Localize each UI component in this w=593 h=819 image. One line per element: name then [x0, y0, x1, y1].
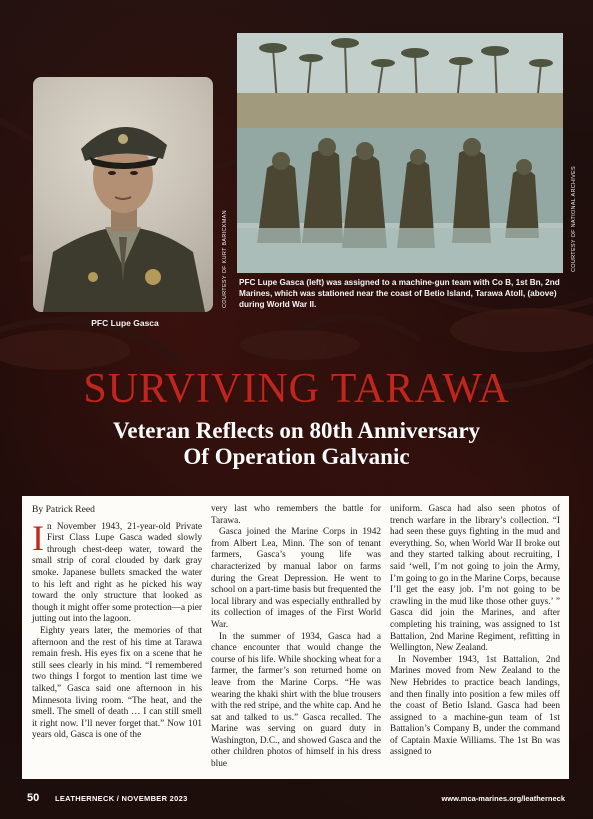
portrait-photo-credit: COURTESY OF KURT BARICKMAN: [222, 210, 228, 308]
paragraph-text: n November 1943, 21-year-old Private First Class Lupe Gasca waded slowly through chest-deep water, toward the small strip of coral clouded by dark gray smoke. Japanese bullets smacked the water to his left and right as he picked his way toward the only structure that looked as though it might offer some protection—a pier jutting out into the lagoon.: [32, 521, 202, 625]
article-column-1: [32, 504, 202, 742]
website-url[interactable]: www.mca-marines.org/leatherneck: [441, 794, 565, 803]
beach-photo-caption: PFC Lupe Gasca (left) was assigned to a machine-gun team with Co B, 1st Bn, 2nd Marines, which was stationed near the coast of Betio Island, Tarawa Atoll, (above) during World War II.: [239, 278, 560, 309]
paragraph: uniform. Gasca had also seen photos of trench warfare in the library’s collection. “I had seen these guys fighting in the mud and everything. So, when World War II broke out and they started talking about recruiting, I said ‘well, I’m not going to join the Army, I’m going to go in the Marine Corps, because I’ll get the easy job. I’m not going to be crawling in the mud like those other guys.’ ” Gasca did join the Marines, and after completing his training, was assigned to 1st Battalion, 2nd Marine Regiment, refitting in Wellington, New Zealand.: [390, 504, 560, 654]
paragraph: Eighty years later, the memories of that afternoon and the rest of his time at Tarawa remain fresh. His eyes fix on a scene that he still sees clearly in his mind. “I remembered two things I forgot to mention last time we talked,” Gasca said one afternoon in his Minnesota living room. “The heat, and the smell. The smell of death … I can still smell it right now. I’ll never forget that.” Now 101 years old, Gasca is one of the: [32, 625, 202, 741]
drop-cap: I: [32, 517, 44, 558]
portrait-caption: PFC Lupe Gasca: [91, 318, 159, 328]
paragraph: In the summer of 1934, Gasca had a chance encounter that would change the course of his life. While shocking wheat for a farmer, the farmer’s son returned home on leave from the Marine Corps. “He was wearing the khaki shirt with the blue trousers with the red stripe, and the white cap. And he sat and talked to us.” Gasca recalled. The Marine was serving on guard duty in Washington, D.C., and showed Gasca and the other children photos of himself in his dress blue: [211, 631, 381, 770]
portrait-photo: [33, 77, 213, 312]
article-headline: SURVIVING TARAWA: [83, 366, 510, 412]
beach-photo-credit: COURTESY OF NATIONAL ARCHIVES: [571, 166, 577, 272]
page-footer: [22, 790, 569, 810]
magazine-issue: LEATHERNECK / NOVEMBER 2023: [55, 794, 188, 803]
subhead-line-1: Veteran Reflects on 80th Anniversary: [112, 418, 481, 443]
article-subhead: [0, 418, 593, 470]
article-column-3: [390, 504, 560, 759]
page-number: 50: [27, 792, 40, 804]
article-body: [22, 496, 569, 779]
subhead-line-2: Of Operation Galvanic: [183, 444, 410, 469]
beach-landing-photo: [237, 33, 563, 273]
article-column-2: [211, 504, 381, 771]
paragraph: In November 1943, 1st Battalion, 2nd Marines moved from New Zealand to the New Hebrides to practice beach landings, and then finally into position a few miles off the coast of Betio Island. Gasca had been assigned to a machine-gun team of 1st Battalion’s Company B, under the command of Captain Maxie Williams. The 1st Bn was assigned to: [390, 654, 560, 758]
byline: By Patrick Reed: [32, 504, 95, 515]
paragraph: Gasca joined the Marine Corps in 1942 from Albert Lea, Minn. The son of tenant farmers, Gasca’s young life was characterized by manual labor on farms during the Great Depression. He went to school on a part-time basis but frequented the local library and was especially enthralled by its collection of images of the First World War.: [211, 527, 381, 630]
paragraph: [32, 517, 202, 626]
paragraph: very last who remembers the battle for Tarawa.: [211, 504, 381, 526]
